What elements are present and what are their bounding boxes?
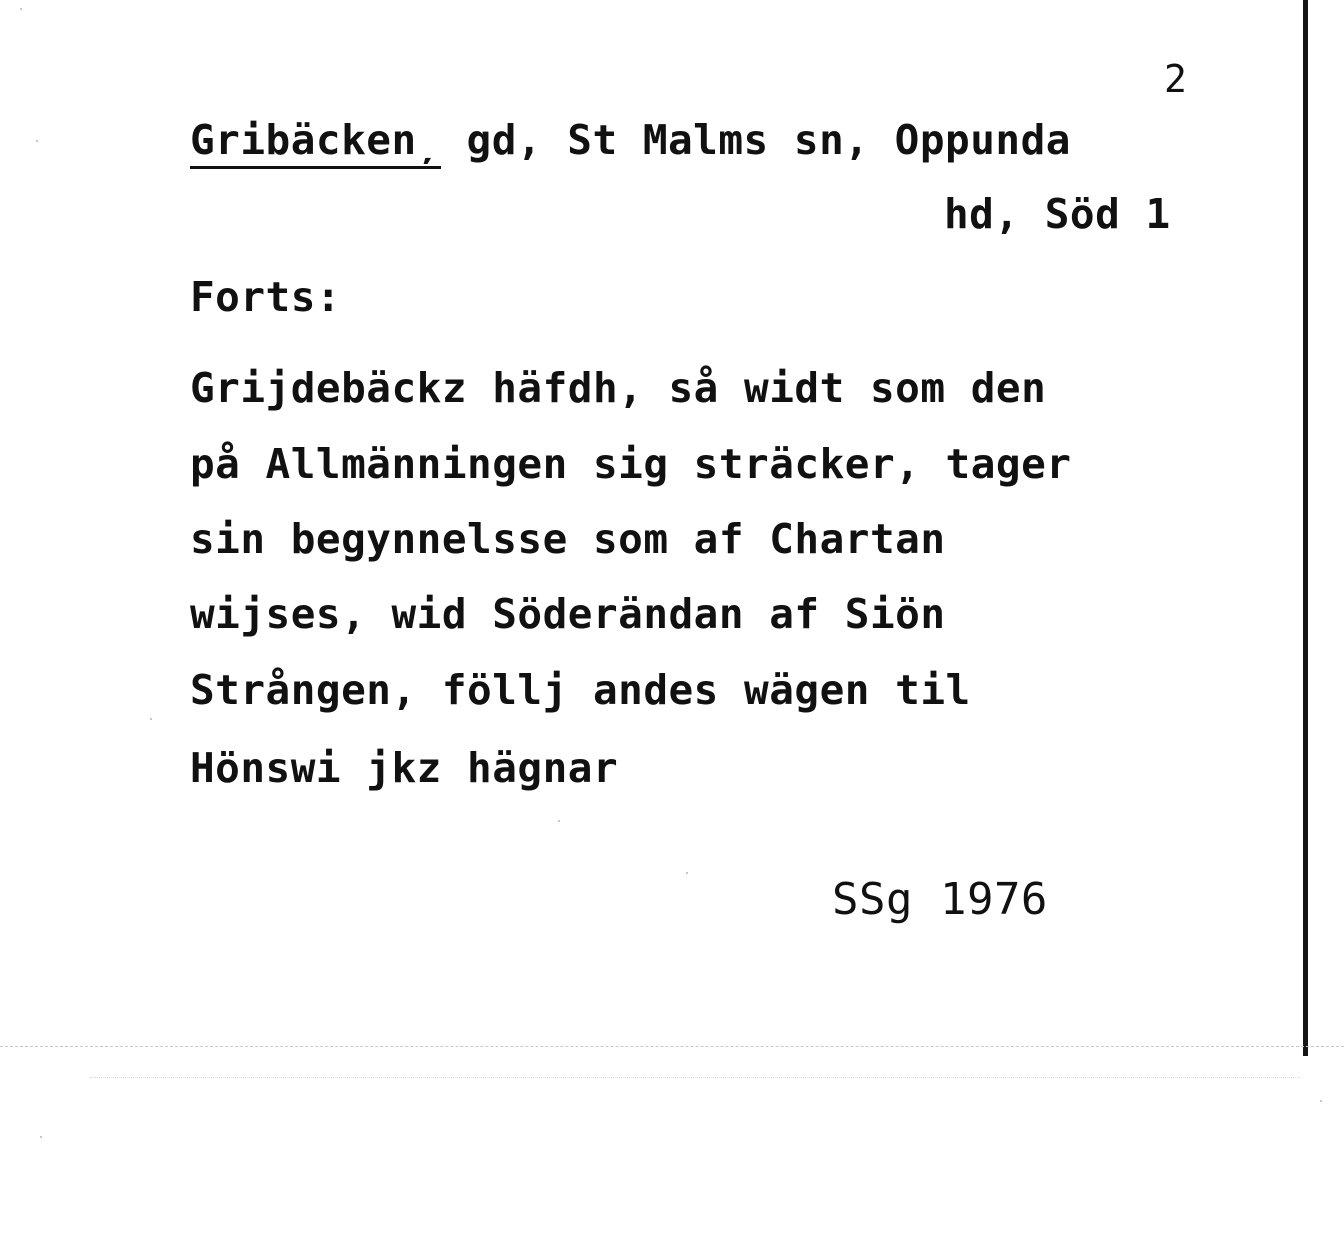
body-line-1: Grijdebäckz häfdh, så widt som den bbox=[190, 364, 1047, 412]
body-line-3: sin begynnelsse som af Chartan bbox=[190, 515, 946, 563]
scan-speck bbox=[40, 1136, 42, 1138]
scan-speck bbox=[150, 718, 152, 720]
scan-speck bbox=[36, 140, 38, 142]
body-line-6: Hönswi jkz hägnar bbox=[190, 744, 619, 792]
page-number: 2 bbox=[1164, 57, 1188, 101]
scan-speck bbox=[686, 872, 688, 874]
body-line-5: Strången, föllj andes wägen til bbox=[190, 666, 971, 714]
source-reference: SSg 1976 bbox=[832, 874, 1048, 925]
body-line-4: wijses, wid Söderändan af Siön bbox=[190, 590, 946, 638]
headword: Gribäcken bbox=[190, 116, 441, 169]
scan-shadow-line bbox=[90, 1077, 1300, 1078]
scan-speck bbox=[1320, 1100, 1322, 1102]
scan-speck bbox=[558, 820, 560, 822]
location-continuation: hd, Söd 1 bbox=[944, 190, 1171, 238]
body-line-2: på Allmänningen sig sträcker, tager bbox=[190, 440, 1072, 488]
card-bottom-edge bbox=[0, 1046, 1344, 1047]
headword-line bbox=[190, 116, 1071, 164]
forts-label: Forts: bbox=[190, 273, 342, 321]
headword-tail: ̦ gd, St Malms sn, Oppunda bbox=[441, 116, 1071, 164]
scan-speck bbox=[20, 8, 22, 10]
card-right-edge bbox=[1303, 0, 1308, 1056]
